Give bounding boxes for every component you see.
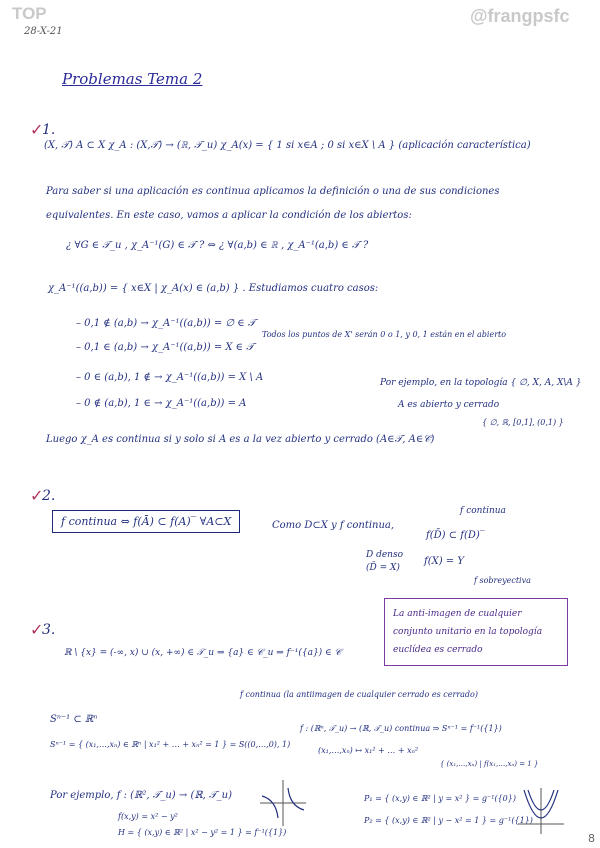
- p3-map-1: f : (ℝⁿ, 𝒯_u) → (ℝ, 𝒯_u) continua ⇒ Sⁿ⁻¹ = f⁻¹({1}): [300, 724, 502, 733]
- watermark-right: @frangpsfc: [470, 6, 570, 26]
- p1-preimage: χ_A⁻¹((a,b)) = { x∈X | χ_A(x) ∈ (a,b) } . Estudiamos cuatro casos:: [48, 283, 379, 294]
- page-number: 8: [588, 832, 595, 845]
- p1-condition: ¿ ∀G ∈ 𝒯_u , χ_A⁻¹(G) ∈ 𝒯 ? ⇔ ¿ ∀(a,b) ∈ ℝ , χ_A⁻¹(a,b) ∈ 𝒯 ?: [66, 240, 369, 251]
- p2-closure: f(D̄) ⊂ f(D)‾: [426, 530, 485, 541]
- p3-note: f continua (la antiimagen de cualquier cerrado es cerrado): [240, 690, 478, 699]
- p3-parabola-2: P₂ = { (x,y) ∈ ℝ² | y − x² = 1 } = g⁻¹({1}): [364, 816, 533, 825]
- p2-dense: D denso: [366, 550, 403, 560]
- check-mark-1: ✓: [30, 120, 44, 139]
- p3-map-2: (x₁,…,xₙ) ↦ x₁² + … + xₙ²: [318, 746, 419, 755]
- hyperbola-sketch: [258, 778, 308, 828]
- page-title: Problemas Tema 2: [62, 70, 203, 88]
- p2-image: f(X) = Y: [424, 556, 464, 567]
- p2-text: Como D⊂X y f continua,: [272, 520, 395, 531]
- p1-text1: Para saber si una aplicación es continua aplicamos la definición o una de sus condiciones: [46, 186, 500, 197]
- p3-sphere-2: Sⁿ⁻¹ = { (x₁,…,xₙ) ∈ ℝⁿ | x₁² + … + xₙ² = 1 } = S((0,…,0), 1): [50, 740, 291, 749]
- p1-example: Por ejemplo, en la topología { ∅, X, A, X\A }: [380, 378, 582, 388]
- p1-line1: (X, 𝒯) A ⊂ X χ_A : (X,𝒯) → (ℝ, 𝒯_u) χ_A(x) = { 1 si x∈A ; 0 si x∈X \ A } (aplicación característica): [44, 140, 531, 151]
- p3-box: La anti-imagen de cualquier conjunto unitario en la topología euclídea es cerrado: [384, 598, 568, 666]
- p3-example: Por ejemplo, f : (ℝ², 𝒯_u) → (ℝ, 𝒯_u): [50, 790, 233, 801]
- p3-example-3: H = { (x,y) ∈ ℝ² | x² − y² = 1 } = f⁻¹({1}): [118, 828, 287, 837]
- p3-map-3: { (x₁,…,xₙ) | f(x₁,…,xₙ) = 1 }: [440, 760, 539, 768]
- p3-example-2: f(x,y) = x² − y²: [118, 812, 178, 821]
- p1-case-1: – 0,1 ∉ (a,b) → χ_A⁻¹((a,b)) = ∅ ∈ 𝒯: [76, 318, 256, 329]
- p1-case-4: – 0 ∉ (a,b), 1 ∈ → χ_A⁻¹((a,b)) = A: [76, 398, 247, 409]
- p2-dense-2: (D̄ = X): [366, 563, 400, 573]
- problem-1-number: 1.: [42, 122, 56, 138]
- problem-2-number: 2.: [42, 488, 56, 504]
- p1-text2: equivalentes. En este caso, vamos a aplicar la condición de los abiertos:: [46, 210, 412, 221]
- p1-example-3: { ∅, ℝ, [0,1], (0,1) }: [482, 418, 564, 427]
- check-mark-2: ✓: [30, 486, 44, 505]
- problem-3-number: 3.: [42, 622, 56, 638]
- p1-conclusion: Luego χ_A es continua si y solo si A es a la vez abierto y cerrado (A∈𝒯, A∈𝒞): [46, 434, 435, 445]
- date: 28-X-21: [24, 26, 63, 37]
- p1-case-2: – 0,1 ∈ (a,b) → χ_A⁻¹((a,b)) = X ∈ 𝒯: [76, 342, 254, 353]
- p2-f-continua: f continua: [460, 506, 506, 516]
- p2-boxed-statement: f continua ⇔ f(Ā) ⊂ f(A)‾ ∀A⊂X: [52, 510, 240, 533]
- p3-parabola-1: P₁ = { (x,y) ∈ ℝ² | y = x² } = g⁻¹({0}): [364, 794, 516, 803]
- p1-example-2: A es abierto y cerrado: [398, 400, 500, 410]
- check-mark-3: ✓: [30, 620, 44, 639]
- p3-line1: ℝ \ {x} = (-∞, x) ∪ (x, +∞) ∈ 𝒯_u ⇒ {a} ∈ 𝒞_u ⇒ f⁻¹({a}) ∈ 𝒞: [64, 648, 342, 658]
- p2-surjective: f sobreyectiva: [474, 576, 531, 585]
- p1-note: Todos los puntos de X' serán 0 o 1, y 0, 1 están en el abierto: [262, 330, 507, 339]
- watermark-left: TOP: [12, 4, 47, 23]
- parabola-sketch: [516, 786, 566, 836]
- p1-case-3: – 0 ∈ (a,b), 1 ∉ → χ_A⁻¹((a,b)) = X \ A: [76, 372, 264, 383]
- p3-sphere-1: Sⁿ⁻¹ ⊂ ℝⁿ: [50, 714, 98, 725]
